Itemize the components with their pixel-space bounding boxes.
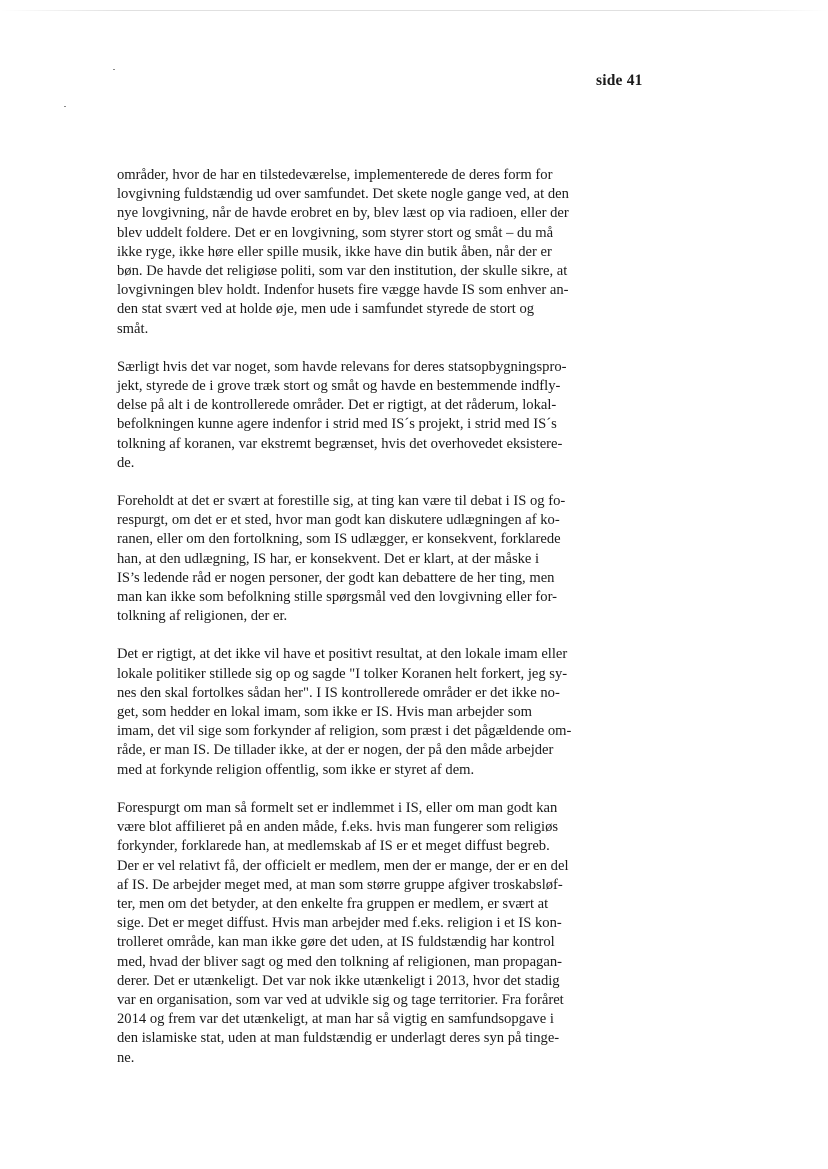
paragraph: Forespurgt om man så formelt set er indlemmet i IS, eller om man godt kan være blot affilieret på en anden måde, f.eks. hvis man fungerer som religiøs forkynder, forklarede han, at medlemskab af IS er et meget diffust begreb. Der er vel relativt få, der officielt er medlem, men der er mange, der er en del af IS. De arbejder meget med, at man som større gruppe afgiver troskabsløf- ter, men om det betyder, at den enkelte fra gruppen er medlem, er svært at sige. Det er meget diffust. Hvis man arbejder med f.eks. religion i et IS kon- trolleret område, kan man ikke gøre det uden, at IS fuldstændig har kontrol med, hvad der bliver sagt og med den tolkning af religionen, man propagan- derer. Det er utænkeligt. Det var nok ikke utænkeligt i 2013, hvor det stadig var en organisation, som var ved at udvikle sig og tage territorier. Fra foråret 2014 og frem var det utænkeligt, at man har så vigtig en samfundsopgave i den islamiske stat, uden at man fuldstændig er underlagt deres syn på tinge- ne. (117, 799, 569, 1066)
paragraph: Særligt hvis det var noget, som havde relevans for deres statsopbygningspro- jekt, styrede de i grove træk stort og småt og havde en bestemmende indfly- delse på alt i de kontrollerede områder. Det er rigtigt, at det råderum, lokal- befolkningen kunne agere indenfor i strid med IS´s projekt, i strid med IS´s tolkning af koranen, var ekstremt begrænset, hvis det overhovedet eksistere- de. (117, 358, 567, 471)
scan-speck (113, 69, 115, 70)
document-body (117, 166, 614, 1087)
scan-speck (64, 106, 66, 107)
paragraph: områder, hvor de har en tilstedeværelse, implementerede de deres form for lovgivning fuldstændig ud over samfundet. Det skete nogle gange ved, at den nye lovgivning, når de havde erobret en by, blev læst op via radioen, eller der blev uddelt foldere. Det er en lovgivning, som styrer stort og småt – du må ikke ryge, ikke høre eller spille musik, ikke have din butik åben, når der er bøn. De havde det religiøse politi, som var den institution, der skulle sikre, at lovgivningen blev holdt. Indenfor husets fire vægge havde IS som enhver an- den stat svært ved at holde øje, men ude i samfundet styrede de stort og småt. (117, 167, 569, 337)
page-number: side 41 (596, 72, 643, 89)
paragraph: Foreholdt at det er svært at forestille sig, at ting kan være til debat i IS og fo- respurgt, om det er et sted, hvor man godt kan diskutere udlægningen af ko- ranen, eller om den fortolkning, som IS udlægger, er konsekvent, forklarede han, at den udlægning, IS har, er konsekvent. Det er klart, at der måske i IS’s ledende råd er nogen personer, der godt kan debattere de her ting, men man kan ikke som befolkning stille spørgsmål ved den lovgivning eller for- tolkning af religionen, der er. (117, 493, 566, 625)
scan-top-edge (0, 10, 828, 11)
paragraph: Det er rigtigt, at det ikke vil have et positivt resultat, at den lokale imam eller lokale politiker stillede sig op og sagde "I tolker Koranen helt forkert, jeg sy- nes den skal fortolkes sådan her". I IS kontrollerede områder er det ikke no- get, som hedder en lokal imam, som ikke er IS. Hvis man arbejder som imam, det vil sige som forkynder af religion, som præst i det pågældende om- råde, er man IS. De tillader ikke, at der er nogen, der på den måde arbejder med at forkynde religion offentlig, som ikke er styret af dem. (117, 646, 572, 778)
